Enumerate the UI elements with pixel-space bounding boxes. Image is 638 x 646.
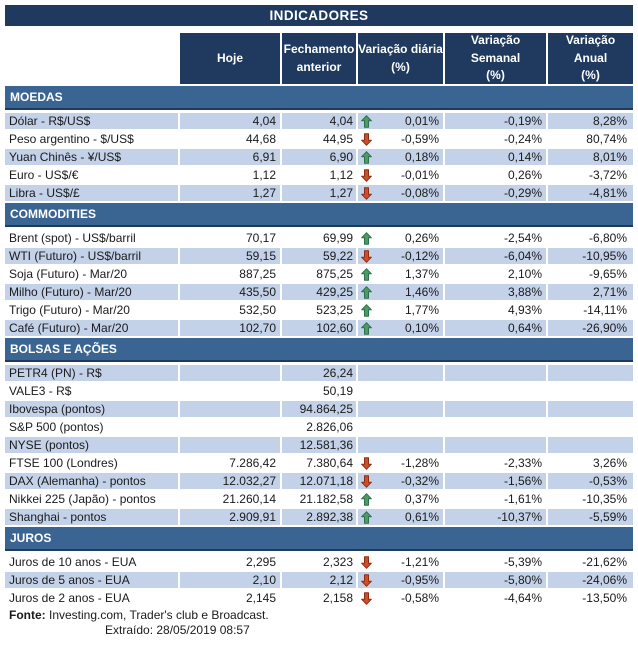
fechamento-anterior-value: 2.892,38 [282,509,356,525]
column-header-line1: Variação diária [358,42,443,57]
down-arrow-icon [361,457,372,470]
variacao-semanal-value [445,401,546,417]
row-label: VALE3 - R$ [9,384,72,398]
fechamento-anterior-value: 12.071,18 [282,473,356,489]
variacao-diaria-cell [358,491,443,507]
variacao-anual-value: -4,81% [548,185,633,201]
page-title: INDICADORES [5,5,633,26]
variacao-diaria-cell [358,401,443,417]
variacao-diaria-cell [358,149,443,165]
table-row [5,266,633,282]
table-row [5,131,633,147]
variacao-diaria-cell [358,509,443,525]
hoje-value: 7.286,42 [229,456,276,470]
table-row [5,572,633,588]
table-row [5,185,633,201]
variacao-anual-value: -21,62% [582,555,627,569]
variacao-anual-value: -24,06% [548,572,633,588]
variacao-diaria-cell [358,590,443,606]
row-label: S&P 500 (pontos) [9,420,104,434]
variacao-semanal-value: 0,64% [445,320,546,336]
variacao-diaria-value: -1,28% [400,456,439,470]
variacao-semanal-value [445,383,546,399]
arrow-placeholder [361,403,372,416]
arrow-placeholder [361,385,372,398]
variacao-diaria-cell [358,302,443,318]
source-label: Fonte: [9,608,46,622]
variacao-semanal-value: -2,54% [503,231,542,245]
fechamento-anterior-value: 7.380,64 [306,456,353,470]
variacao-diaria-value: 1,37% [404,267,439,281]
variacao-anual-value: -0,53% [548,473,633,489]
column-header-hoje [180,33,280,84]
variacao-anual-value: -6,80% [588,231,627,245]
variacao-diaria-value: 0,26% [404,231,439,245]
source-text: Investing.com, Trader's club e Broadcast. [45,608,269,622]
up-arrow-icon [361,286,372,299]
variacao-diaria-value: 0,01% [404,114,439,128]
hoje-value: 44,68 [245,132,276,146]
row-label: Juros de 2 anos - EUA [9,591,130,605]
variacao-anual-value: -3,72% [588,168,627,182]
row-label: PETR4 (PN) - R$ [5,365,178,381]
variacao-diaria-value: 0,18% [404,150,439,164]
section-header: JUROS [5,527,633,551]
table-row [5,383,633,399]
variacao-diaria-value: 0,61% [404,510,439,524]
variacao-diaria-cell [358,284,443,300]
variacao-semanal-value: 2,10% [507,267,542,281]
column-header-line1: Variação Anual [565,33,616,65]
fechamento-anterior-value: 6,90 [282,149,356,165]
arrow-placeholder [361,439,372,452]
down-arrow-icon [361,592,372,605]
variacao-diaria-cell [358,131,443,147]
table-row [5,437,633,453]
hoje-value: 4,04 [180,113,280,129]
fechamento-anterior-value: 1,12 [329,168,353,182]
table-row [5,365,633,381]
table-row [5,401,633,417]
table-row [5,419,633,435]
hoje-value: 435,50 [180,284,280,300]
variacao-diaria-cell [358,554,443,570]
column-header-variacao-semanal [445,33,546,84]
column-header-variacao-anual [548,33,633,84]
table-row [5,230,633,246]
column-header-line2: (%) [581,68,600,83]
down-arrow-icon [361,556,372,569]
variacao-anual-value [548,383,633,399]
row-label: Yuan Chinês - ¥/US$ [5,149,178,165]
column-header-fechamento-anterior [282,33,356,84]
variacao-diaria-cell [358,473,443,489]
row-label: Soja (Futuro) - Mar/20 [9,267,128,281]
variacao-diaria-value: -0,58% [400,591,439,605]
variacao-diaria-cell [358,185,443,201]
variacao-semanal-value: -1,56% [445,473,546,489]
up-arrow-icon [361,304,372,317]
variacao-diaria-value: 1,46% [404,285,439,299]
extracted-timestamp: Extraído: 28/05/2019 08:57 [105,623,250,637]
fechamento-anterior-value: 12.581,36 [282,437,356,453]
row-label: Peso argentino - $/US$ [9,132,134,146]
row-label: Milho (Futuro) - Mar/20 [5,284,178,300]
fechamento-anterior-value: 875,25 [316,267,353,281]
variacao-anual-value [548,401,633,417]
row-label: NYSE (pontos) [5,437,178,453]
up-arrow-icon [361,511,372,524]
row-label: Nikkei 225 (Japão) - pontos [9,492,156,506]
fechamento-anterior-value: 2.826,06 [306,420,353,434]
up-arrow-icon [361,322,372,335]
row-label: Ibovespa (pontos) [5,401,178,417]
hoje-value: 532,50 [239,303,276,317]
source-line [5,608,633,623]
variacao-diaria-value: 0,37% [404,492,439,506]
variacao-diaria-value: -0,01% [400,168,439,182]
hoje-value: 59,15 [180,248,280,264]
column-headers [5,33,633,84]
hoje-value: 1,27 [180,185,280,201]
fechamento-anterior-value: 2,323 [322,555,353,569]
row-label: WTI (Futuro) - US$/barril [5,248,178,264]
variacao-diaria-cell [358,383,443,399]
row-label: Dólar - R$/US$ [5,113,178,129]
hoje-value: 70,17 [245,231,276,245]
variacao-diaria-cell [358,437,443,453]
down-arrow-icon [361,475,372,488]
fechamento-anterior-value: 94.864,25 [282,401,356,417]
table-sections [5,86,633,606]
row-label: Trigo (Futuro) - Mar/20 [9,303,130,317]
variacao-semanal-value: -1,61% [503,492,542,506]
up-arrow-icon [361,151,372,164]
hoje-value [180,365,280,381]
down-arrow-icon [361,169,372,182]
table-row [5,149,633,165]
hoje-value [180,437,280,453]
hoje-value: 2,295 [245,555,276,569]
fechamento-anterior-value: 69,99 [322,231,353,245]
variacao-anual-value: 80,74% [586,132,627,146]
variacao-diaria-value: 1,77% [404,303,439,317]
row-label: FTSE 100 (Londres) [9,456,118,470]
column-header-line2: anterior [296,59,342,74]
variacao-diaria-cell [358,419,443,435]
hoje-value [180,419,280,435]
variacao-anual-value: -5,59% [548,509,633,525]
hoje-value: 6,91 [180,149,280,165]
fechamento-anterior-value: 102,60 [282,320,356,336]
hoje-value: 887,25 [239,267,276,281]
variacao-semanal-value: 4,93% [507,303,542,317]
column-header-line1: Variação Semanal [470,33,521,65]
arrow-placeholder [361,367,372,380]
fechamento-anterior-value: 429,25 [282,284,356,300]
variacao-diaria-cell [358,572,443,588]
fechamento-anterior-value: 59,22 [282,248,356,264]
table-row [5,455,633,471]
variacao-semanal-value: -5,39% [503,555,542,569]
variacao-diaria-cell [358,455,443,471]
variacao-semanal-value [445,419,546,435]
fechamento-anterior-value: 2,158 [322,591,353,605]
fechamento-anterior-value: 523,25 [316,303,353,317]
variacao-diaria-cell [358,230,443,246]
section-header: BOLSAS E AÇÕES [5,338,633,362]
column-header-line1: Hoje [216,50,243,65]
variacao-semanal-value: 3,88% [445,284,546,300]
header-spacer [5,33,178,84]
row-label: DAX (Alemanha) - pontos [5,473,178,489]
table-row [5,302,633,318]
variacao-anual-value: -10,95% [548,248,633,264]
column-header-line1: Fechamento [283,42,355,57]
variacao-semanal-value: 0,14% [445,149,546,165]
hoje-value: 12.032,27 [180,473,280,489]
variacao-diaria-cell [358,248,443,264]
down-arrow-icon [361,133,372,146]
variacao-semanal-value: -6,04% [445,248,546,264]
hoje-value [180,401,280,417]
row-label: Shanghai - pontos [5,509,178,525]
row-label: Libra - US$/£ [5,185,178,201]
variacao-semanal-value: -10,37% [445,509,546,525]
up-arrow-icon [361,232,372,245]
variacao-diaria-cell [358,365,443,381]
variacao-diaria-value: -0,59% [400,132,439,146]
variacao-semanal-value [445,437,546,453]
variacao-semanal-value: -2,33% [503,456,542,470]
table-row [5,590,633,606]
hoje-value: 21.260,14 [222,492,276,506]
row-label: Juros de 5 anos - EUA [5,572,178,588]
hoje-value: 2,145 [245,591,276,605]
table-row [5,491,633,507]
hoje-value: 2,10 [180,572,280,588]
variacao-anual-value: -26,90% [548,320,633,336]
row-label: Euro - US$/€ [9,168,79,182]
down-arrow-icon [361,574,372,587]
up-arrow-icon [361,115,372,128]
variacao-diaria-value: -1,21% [400,555,439,569]
variacao-diaria-value: -0,12% [400,249,439,263]
variacao-diaria-value: -0,08% [400,186,439,200]
variacao-anual-value: -10,35% [582,492,627,506]
hoje-value [180,383,280,399]
variacao-semanal-value: -0,24% [503,132,542,146]
down-arrow-icon [361,250,372,263]
variacao-semanal-value: -5,80% [445,572,546,588]
variacao-semanal-value: -4,64% [503,591,542,605]
variacao-semanal-value: 0,26% [507,168,542,182]
arrow-placeholder [361,421,372,434]
variacao-anual-value: 8,01% [548,149,633,165]
section-header: COMMODITIES [5,203,633,227]
fechamento-anterior-value: 44,95 [322,132,353,146]
fechamento-anterior-value: 50,19 [322,384,353,398]
variacao-anual-value [548,365,633,381]
table-row [5,248,633,264]
column-header-line2: (%) [391,59,410,74]
variacao-anual-value [548,437,633,453]
down-arrow-icon [361,187,372,200]
row-label: Juros de 10 anos - EUA [9,555,137,569]
variacao-anual-value: 3,26% [592,456,627,470]
variacao-diaria-cell [358,167,443,183]
table-row [5,473,633,489]
up-arrow-icon [361,268,372,281]
column-header-variacao-diaria [358,33,443,84]
variacao-diaria-cell [358,113,443,129]
fechamento-anterior-value: 2,12 [282,572,356,588]
variacao-anual-value: -14,11% [583,303,627,317]
row-label: Café (Futuro) - Mar/20 [5,320,178,336]
variacao-semanal-value: -0,29% [445,185,546,201]
variacao-semanal-value [445,365,546,381]
row-label: Brent (spot) - US$/barril [9,231,136,245]
hoje-value: 1,12 [252,168,276,182]
variacao-diaria-cell [358,266,443,282]
variacao-diaria-value: 0,10% [404,321,439,335]
fechamento-anterior-value: 21.182,58 [299,492,353,506]
up-arrow-icon [361,493,372,506]
fechamento-anterior-value: 1,27 [282,185,356,201]
footer [5,608,633,638]
table-row [5,554,633,570]
variacao-diaria-value: -0,95% [400,573,439,587]
section-header: MOEDAS [5,86,633,110]
fechamento-anterior-value: 4,04 [282,113,356,129]
variacao-diaria-value: -0,32% [400,474,439,488]
variacao-anual-value: 8,28% [548,113,633,129]
table-row [5,167,633,183]
variacao-anual-value: -13,50% [582,591,627,605]
hoje-value: 102,70 [180,320,280,336]
variacao-anual-value: 2,71% [548,284,633,300]
variacao-semanal-value: -0,19% [445,113,546,129]
column-header-line2: (%) [486,68,505,83]
variacao-anual-value [548,419,633,435]
table-row [5,284,633,300]
table-row [5,509,633,525]
fechamento-anterior-value: 26,24 [282,365,356,381]
variacao-diaria-cell [358,320,443,336]
table-row [5,113,633,129]
variacao-anual-value: -9,65% [588,267,627,281]
hoje-value: 2.909,91 [180,509,280,525]
table-row [5,320,633,336]
